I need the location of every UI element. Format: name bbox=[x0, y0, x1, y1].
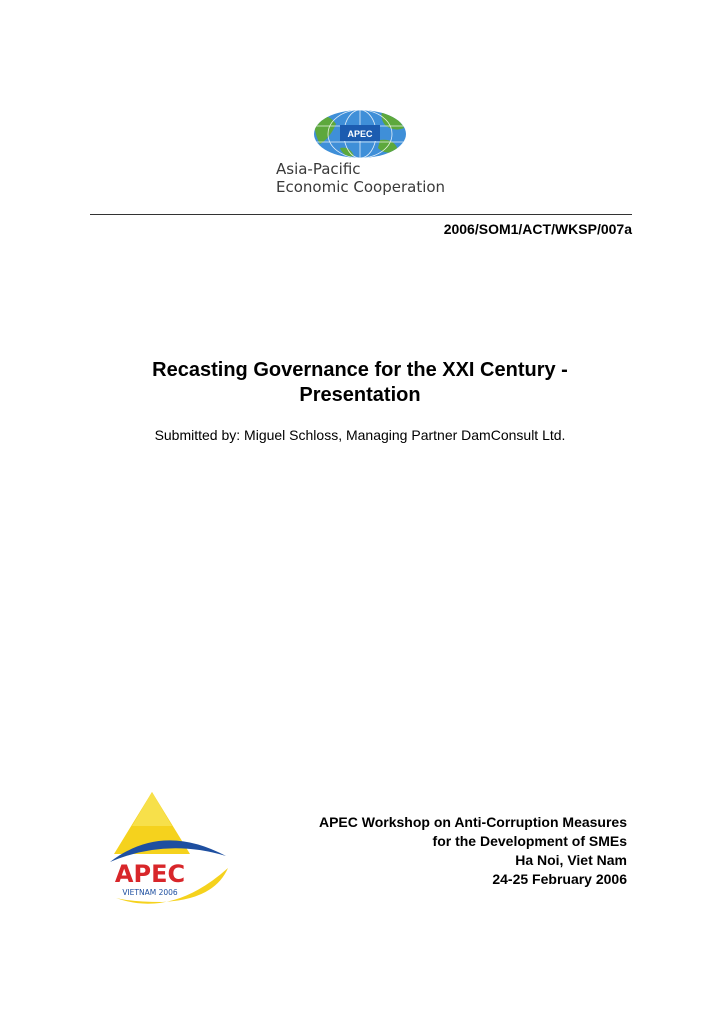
apec-logo-text: APEC bbox=[347, 129, 373, 139]
org-name-line2: Economic Cooperation bbox=[276, 178, 446, 196]
title-line2: Presentation bbox=[299, 384, 421, 406]
vn-logo-subtext: VIETNAM 2006 bbox=[122, 888, 178, 897]
org-name-line1: Asia-Pacific bbox=[276, 160, 361, 178]
workshop-line-3: Ha Noi, Viet Nam bbox=[515, 852, 627, 868]
page-title bbox=[90, 358, 630, 408]
document-code: 2006/SOM1/ACT/WKSP/007a bbox=[443, 221, 632, 237]
submitted-by: Submitted by: Miguel Schloss, Managing Partner DamConsult Ltd. bbox=[154, 427, 566, 443]
title-line1: Recasting Governance for the XXI Century - bbox=[152, 359, 568, 381]
org-name bbox=[276, 160, 476, 196]
workshop-line-1: APEC Workshop on Anti-Corruption Measures bbox=[318, 814, 627, 830]
workshop-line-2: for the Development of SMEs bbox=[432, 833, 627, 849]
vn-logo-text: APEC bbox=[114, 860, 186, 888]
header-divider bbox=[90, 214, 632, 215]
workshop-line-4: 24-25 February 2006 bbox=[492, 871, 627, 887]
workshop-details bbox=[207, 813, 627, 889]
